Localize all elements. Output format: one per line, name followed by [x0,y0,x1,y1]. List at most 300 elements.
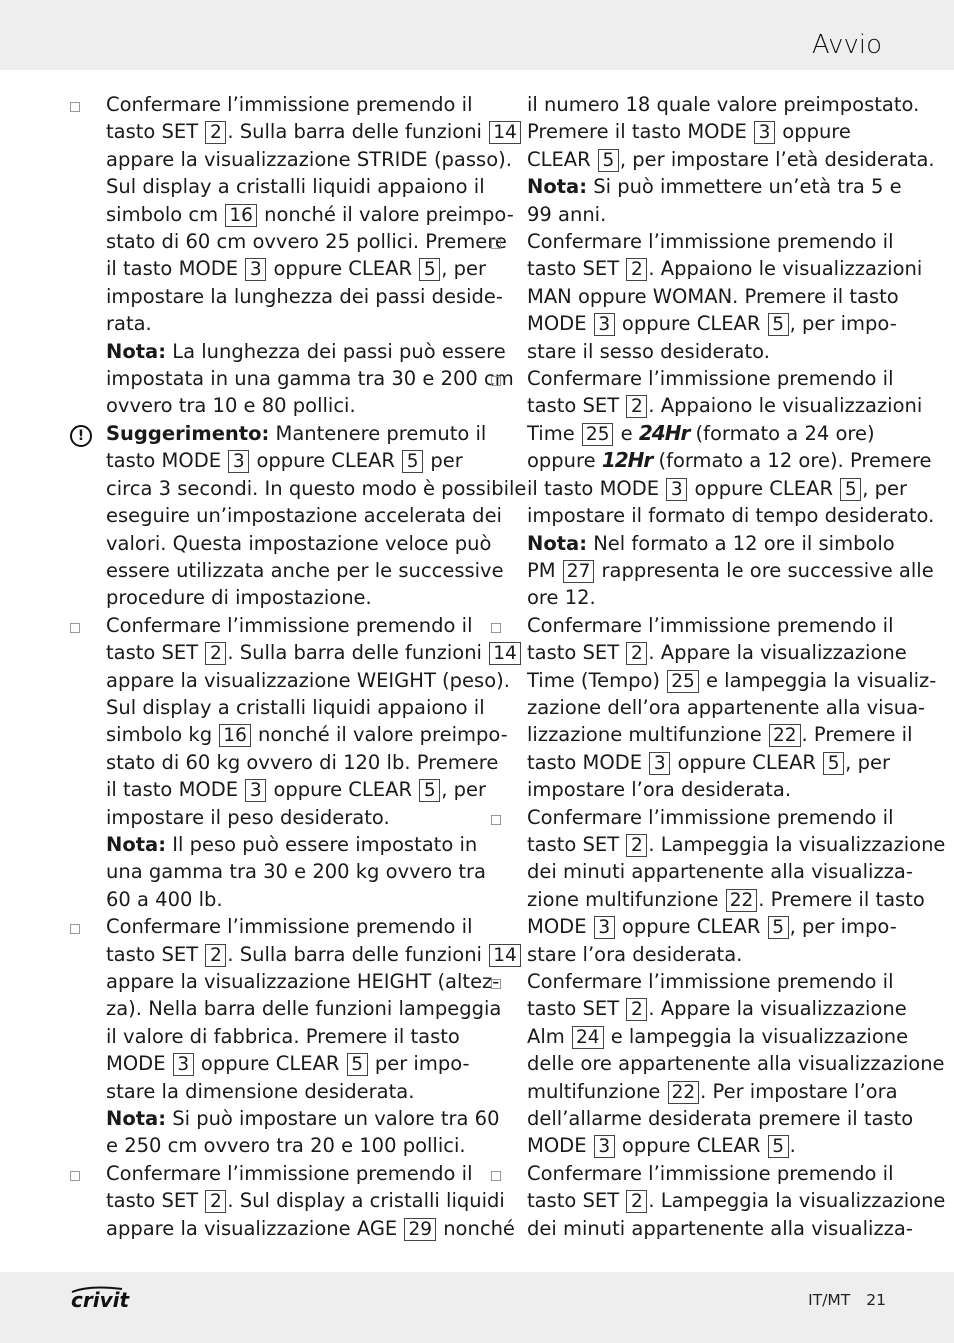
bullet-marker [491,804,521,832]
note-label: Suggerimento: [106,421,270,445]
text-run: e lampeggia la visualiz- [699,668,937,692]
text-line [527,447,932,474]
text-run: per impo- [368,1052,470,1076]
text-run: oppure [527,449,602,473]
text-run: rata. [106,312,152,336]
text-run: za). Nella barra delle funzioni lampeggia [106,997,502,1021]
text-run: oppure CLEAR [250,449,402,473]
text-line [106,612,473,639]
text-line [106,694,485,721]
text-line [106,392,470,419]
text-run: Sul display a cristalli liquidi appaiono il [106,695,485,719]
text-run: . Premere il [801,723,913,747]
text-run: appare la visualizzazione STRIDE (passo). [106,147,512,171]
text-run: tasto SET [527,394,626,418]
reference-number: 25 [582,423,614,446]
reference-number: 3 [594,916,615,939]
text-line [527,721,913,748]
text-line [106,968,500,995]
crivit-logo [70,1286,130,1316]
text-run: ovvero tra 10 e 80 pollici. [106,394,356,418]
reference-number: 5 [598,149,619,172]
reference-number: 5 [840,478,861,501]
text-line [106,1023,470,1050]
text-line [106,858,486,885]
text-run: Time (Tempo) [527,668,667,692]
text-line [527,283,899,310]
text-run: appare la visualizzazione AGE [106,1216,404,1240]
text-run: appare la visualizzazione WEIGHT (peso). [106,668,510,692]
right-column [491,91,946,1242]
bullet-marker [491,228,521,256]
text-run: 60 a 400 lb. [106,887,223,911]
text-line [106,639,517,666]
text-line [527,941,891,968]
text-run: e 250 cm ovvero tra 20 e 100 pollici. [106,1134,466,1158]
text-run: . Sulla barra delle funzioni [227,120,489,144]
reference-number: 2 [626,258,647,281]
text-run: . Sulla barra delle funzioni [227,942,489,966]
text-run: nonché il valore preimpo- [257,202,514,226]
text-line [106,228,507,255]
checkbox-bullet-icon [70,924,80,934]
text-line [527,886,925,913]
reference-number: 3 [666,478,687,501]
text-run: tasto SET [527,257,626,281]
text-run: . Appaiono le visualizzazioni [648,257,923,281]
text-line [527,255,923,282]
bullet-item [491,804,946,968]
reference-number: 5 [768,916,789,939]
text-run: tasto SET [106,942,205,966]
text-run: La lunghezza dei passi può essere [166,339,506,363]
text-run: . [789,1134,796,1158]
text-line [527,995,907,1022]
text-line [106,1050,470,1077]
text-run: impostare la lunghezza dei passi deside- [106,284,503,308]
bullet-marker [491,612,521,640]
text-run: valori. Questa impostazione veloce può [106,531,492,555]
bullet-item [491,1160,946,1242]
text-run: PM [527,558,562,582]
text-run: Confermare l’immissione premendo il [106,93,473,116]
text-run: Premere il tasto MODE [527,120,754,144]
bullet-marker [70,1160,100,1188]
text-run: , per impo- [789,915,897,939]
text-run: tasto MODE [527,750,649,774]
text-line [106,338,506,365]
note-label: Nota: [527,175,587,199]
bullet-marker [70,91,100,119]
text-run: essere utilizzata anche per le successive [106,558,504,582]
text-line [527,338,891,365]
text-run: (formato a 24 ore) [689,421,875,445]
text-run: . Sul display a cristalli liquidi [227,1189,505,1213]
text-line [527,475,907,502]
text-run: . Sulla barra delle funzioni [227,641,489,665]
note-label: Nota: [106,832,166,856]
reference-number: 2 [626,998,647,1021]
text-run: zazione dell’ora appartenente alla visua- [527,695,926,719]
reference-number: 5 [347,1053,368,1076]
text-line [527,1023,909,1050]
reference-number: 3 [173,1053,194,1076]
text-run: oppure CLEAR [267,257,419,281]
text-line [527,201,891,228]
page-footer [0,1272,954,1343]
text-line [527,1078,898,1105]
text-line [527,91,920,118]
text-line [527,146,935,173]
lcd-symbol: 12Hr [601,448,653,473]
text-run: stare la dimensione desiderata. [106,1079,415,1103]
bullet-item [70,612,517,913]
text-run: , per [862,476,907,500]
text-run: stare il sesso desiderato. [527,339,770,363]
text-line [106,776,486,803]
text-run: . Lampeggia la visualizzazione [648,1189,946,1213]
text-line [106,1078,470,1105]
text-run: stato di 60 kg ovvero di 120 lb. Premere [106,750,499,774]
reference-number: 3 [245,258,266,281]
text-run: tasto MODE [106,449,228,473]
text-run: impostare il formato di tempo desiderato. [527,504,935,528]
text-run: Confermare l’immissione premendo il [527,805,894,829]
text-run: ore 12. [527,586,596,610]
text-run: oppure CLEAR [688,476,840,500]
text-line [527,968,894,995]
text-run: , per [441,257,486,281]
page-number: 21 [866,1291,886,1309]
text-run: Time [527,421,581,445]
text-line [106,118,517,145]
reference-number: 16 [219,724,251,747]
text-line [106,831,478,858]
checkbox-bullet-icon [491,979,501,989]
bullet-marker [491,365,521,393]
text-run: oppure CLEAR [194,1052,346,1076]
text-run: oppure CLEAR [615,312,767,336]
text-run: . Appare la visualizzazione [648,641,907,665]
reference-number: 2 [205,642,226,665]
text-run: tasto SET [527,832,626,856]
text-line [106,749,499,776]
text-line [106,804,470,831]
text-run: Confermare l’immissione premendo il [527,230,894,254]
text-line [527,913,897,940]
text-run: simbolo kg [106,723,219,747]
text-line [527,118,891,145]
text-run: Confermare l’immissione premendo il [527,1161,894,1185]
text-line [106,1132,470,1159]
reference-number: 3 [245,779,266,802]
text-run: eseguire un’impostazione accelerata dei [106,504,502,528]
bullet-marker [70,612,100,640]
text-line [106,255,486,282]
text-run: . Appaiono le visualizzazioni [648,394,923,418]
text-run: Confermare l’immissione premendo il [527,970,894,993]
text-run: dei minuti appartenente alla visualizza- [527,860,913,884]
reference-number: 27 [563,560,595,583]
text-line [527,831,946,858]
bullet-item [491,968,945,1160]
text-line [527,776,891,803]
reference-number: 3 [594,313,615,336]
reference-number: 22 [769,724,801,747]
bullet-item [70,91,517,420]
text-line [106,941,517,968]
text-run: oppure CLEAR [671,750,823,774]
text-line [527,639,907,666]
text-line [106,886,470,913]
reference-number: 16 [225,204,257,227]
text-run: . Premere il tasto [758,887,925,911]
text-line [106,447,470,474]
reference-number: 2 [205,121,226,144]
text-run: impostata in una gamma tra 30 e 200 cm [106,367,514,391]
text-run: Mantenere premuto il [269,421,487,445]
text-run: il numero 18 quale valore preimpostato. [527,93,920,116]
text-line [527,612,894,639]
checkbox-bullet-icon [491,376,501,386]
text-run: multifunzione [527,1079,667,1103]
text-line [106,1105,500,1132]
text-line [527,1215,913,1242]
text-line [527,694,926,721]
reference-number: 22 [726,889,758,912]
text-run: stato di 60 cm ovvero 25 pollici. Premere [106,230,507,254]
text-run: il tasto MODE [106,778,245,802]
text-run: . Appare la visualizzazione [648,997,907,1021]
text-run: rappresenta le ore successive alle [595,558,934,582]
text-line [106,283,503,310]
text-line [106,1215,515,1242]
text-run: oppure CLEAR [615,915,767,939]
tip-paragraph [70,420,527,612]
reference-number: 14 [489,121,521,144]
reference-number: 5 [419,258,440,281]
checkbox-bullet-icon [491,815,501,825]
text-run: impostare il peso desiderato. [106,805,390,829]
bullet-item [491,228,923,365]
text-line [106,502,502,529]
text-run: zione multifunzione [527,887,725,911]
text-line [527,530,895,557]
checkbox-bullet-icon [70,102,80,112]
checkbox-bullet-icon [70,623,80,633]
checkbox-bullet-icon [491,623,501,633]
text-line [106,530,492,557]
text-line [527,1160,894,1187]
reference-number: 3 [649,752,670,775]
text-line [106,310,470,337]
bullet-marker [70,913,100,941]
bullet-item [70,1160,515,1242]
reference-number: 2 [626,642,647,665]
page-info [792,1291,886,1309]
text-line [527,804,894,831]
bullet-marker [491,1160,521,1188]
reference-number: 14 [489,642,521,665]
reference-number: 5 [419,779,440,802]
page-title: Avvio [811,30,882,60]
reference-number: 3 [228,450,249,473]
text-run: appare la visualizzazione HEIGHT (altez- [106,970,500,993]
text-line [527,1187,946,1214]
note-label: Nota: [106,1107,166,1131]
text-line [527,667,937,694]
reference-number: 2 [626,395,647,418]
text-line [106,91,473,118]
text-run: dei minuti appartenente alla visualizza- [527,1216,913,1240]
text-run: procedure di impostazione. [106,586,372,610]
text-run: Confermare l’immissione premendo il [527,367,894,391]
text-run: Alm [527,1024,571,1048]
text-run: e [614,421,639,445]
text-run: 99 anni. [527,202,607,226]
checkbox-bullet-icon [491,1171,501,1181]
text-line [106,1160,473,1187]
text-run: MAN oppure WOMAN. Premere il tasto [527,284,899,308]
exclamation-icon: ! [70,425,92,447]
text-line [106,557,504,584]
page-header [0,0,954,70]
text-run: il tasto MODE [106,257,245,281]
text-run: impostare l’ora desiderata. [527,778,792,802]
text-line [527,1105,914,1132]
bullet-item [491,612,937,804]
text-line [106,201,514,228]
text-run: delle ore appartenente alla visualizzazione [527,1052,945,1076]
text-line [527,502,935,529]
text-run: Confermare l’immissione premendo il [106,915,473,939]
text-run: Sul display a cristalli liquidi appaiono il [106,175,485,199]
text-run: il valore di fabbrica. Premere il tasto [106,1024,460,1048]
text-line [527,858,913,885]
reference-number: 5 [768,1135,789,1158]
checkbox-bullet-icon [70,1171,80,1181]
bullet-marker [491,968,521,996]
text-run: MODE [527,312,593,336]
text-line [106,1187,505,1214]
reference-number: 3 [754,121,775,144]
text-run: dell’allarme desiderata premere il tasto [527,1107,914,1131]
text-run: tasto SET [106,120,205,144]
text-line [527,310,897,337]
text-run: , per impo- [789,312,897,336]
text-line [527,228,894,255]
brand-wordmark: crivit [71,1288,130,1312]
text-line [527,749,891,776]
text-line [106,995,502,1022]
text-line [106,146,512,173]
text-line [106,365,514,392]
reference-number: 25 [667,670,699,693]
text-line [527,1050,945,1077]
text-run: tasto SET [106,1189,205,1213]
text-run: . Lampeggia la visualizzazione [648,832,946,856]
text-run: Il peso può essere impostato in [166,832,478,856]
text-line [527,420,891,447]
reference-number: 24 [572,1026,604,1049]
reference-number: 5 [823,752,844,775]
reference-number: 3 [594,1135,615,1158]
text-line [106,475,527,502]
text-run: , per [845,750,890,774]
text-run: nonché [437,1216,515,1240]
text-run: tasto SET [527,641,626,665]
continued-paragraph [491,91,935,228]
text-run: CLEAR [527,147,597,171]
text-run: tasto SET [106,641,205,665]
text-run: il tasto MODE [527,476,666,500]
text-run: Si può impostare un valore tra 60 [166,1107,500,1131]
text-line [106,667,510,694]
reference-number: 22 [668,1081,700,1104]
text-run: Confermare l’immissione premendo il [106,613,473,637]
reference-number: 2 [205,944,226,967]
text-run: circa 3 secondi. In questo modo è possibile [106,476,527,500]
reference-number: 29 [404,1218,436,1241]
lcd-symbol: 24Hr [638,420,690,445]
text-run: , per [441,778,486,802]
text-run: . Per impostare l’ora [700,1079,898,1103]
locale-label: IT/MT [808,1291,851,1309]
bullet-item [491,365,935,612]
text-run: lizzazione multifunzione [527,723,768,747]
left-column [70,91,527,1242]
text-run: Confermare l’immissione premendo il [106,1161,473,1185]
text-run: tasto SET [527,1189,626,1213]
text-line [106,420,487,447]
checkbox-bullet-icon [491,239,501,249]
text-line [527,365,894,392]
text-run: MODE [106,1052,172,1076]
note-label: Nota: [527,531,587,555]
text-run: (formato a 12 ore). Premere [652,449,932,473]
text-line [106,721,508,748]
bullet-marker [70,420,100,447]
text-run: simbolo cm [106,202,225,226]
text-run: Si può immettere un’età tra 5 e [587,175,902,199]
reference-number: 14 [489,944,521,967]
text-run: per [424,449,463,473]
bullet-item [70,913,517,1160]
reference-number: 2 [626,834,647,857]
text-run: Confermare l’immissione premendo il [527,613,894,637]
text-run: , per impostare l’età desiderata. [619,147,935,171]
text-run: Nel formato a 12 ore il simbolo [587,531,895,555]
text-line [527,173,902,200]
text-run: e lampeggia la visualizzazione [604,1024,909,1048]
text-run: stare l’ora desiderata. [527,942,743,966]
text-run: oppure CLEAR [615,1134,767,1158]
text-line [527,1132,891,1159]
reference-number: 2 [626,1190,647,1213]
reference-number: 5 [768,313,789,336]
text-run: MODE [527,915,593,939]
text-line [106,584,470,611]
text-line [106,173,485,200]
text-run: oppure CLEAR [267,778,419,802]
text-line [527,557,934,584]
text-run: MODE [527,1134,593,1158]
text-run: tasto SET [527,997,626,1021]
text-line [527,584,891,611]
text-run: nonché il valore preimpo- [251,723,508,747]
reference-number: 5 [402,450,423,473]
text-line [106,913,473,940]
